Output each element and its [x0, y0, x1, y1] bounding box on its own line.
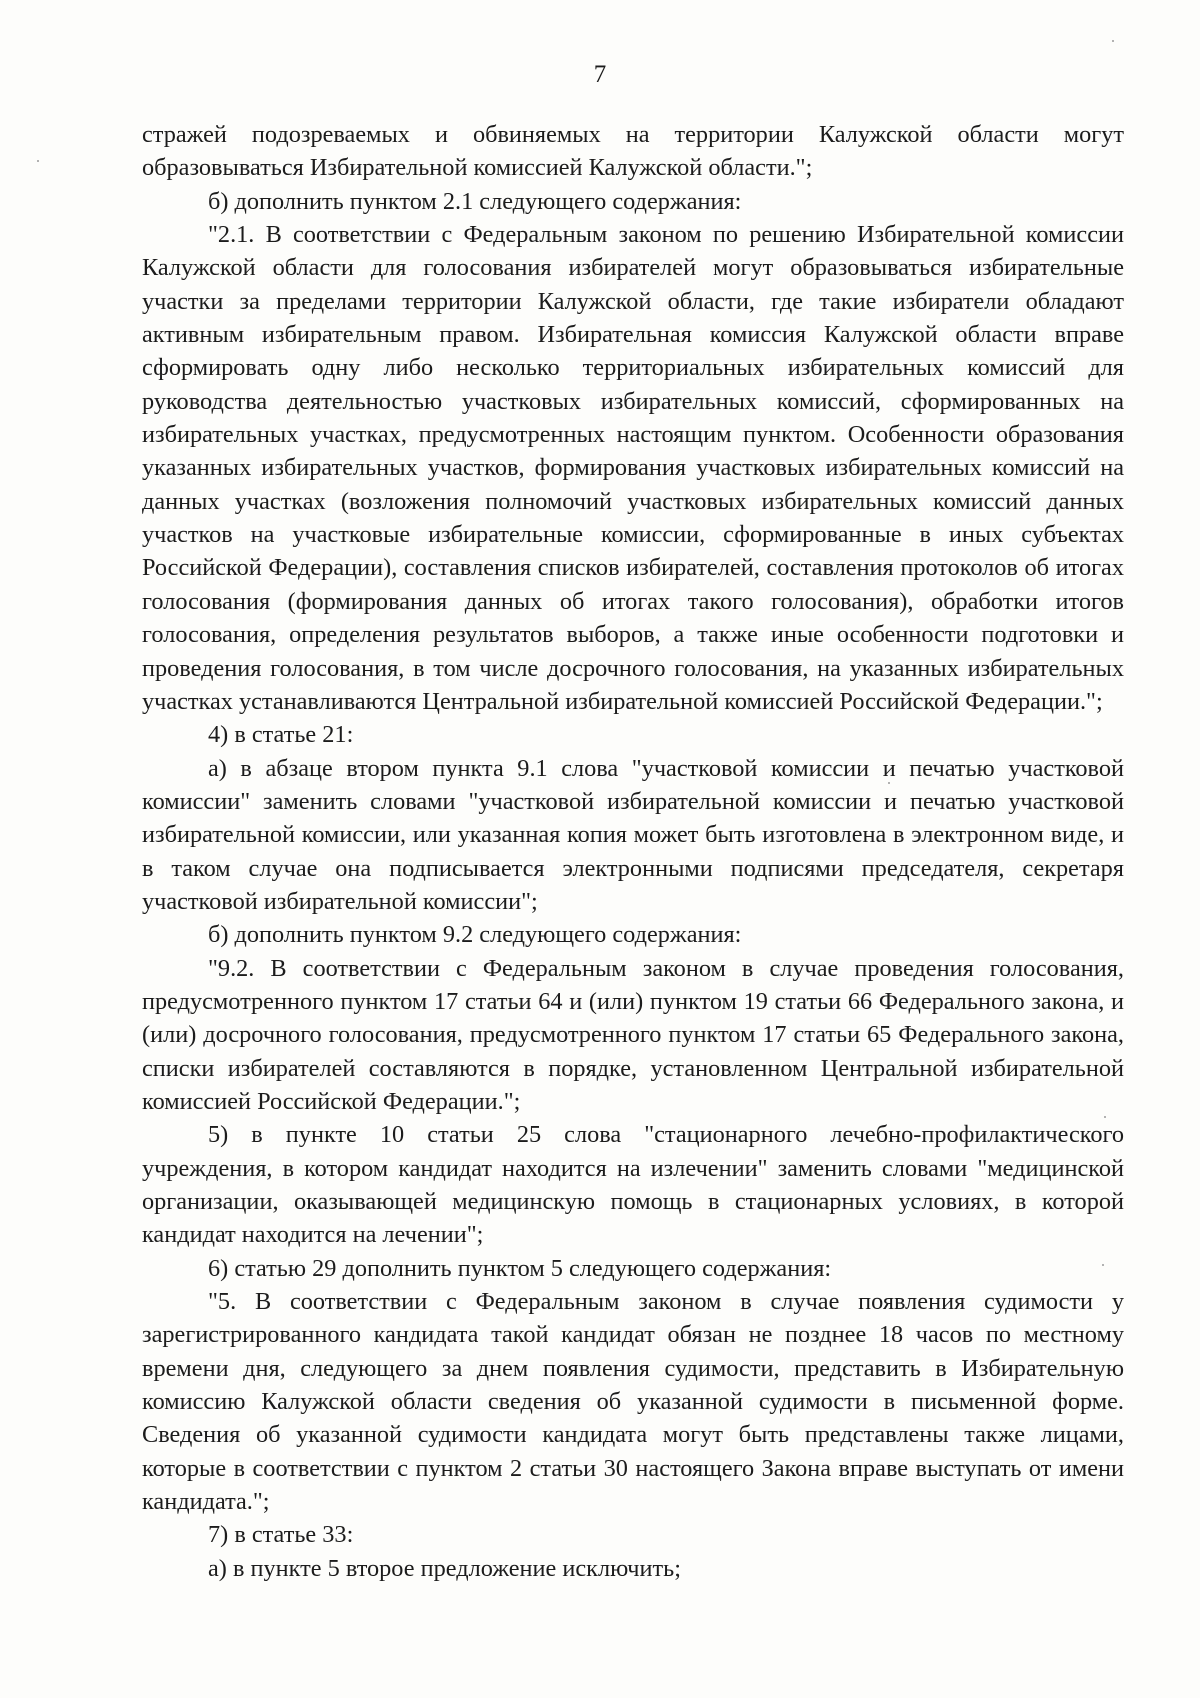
document-body [142, 118, 1124, 1585]
scan-speck [37, 160, 39, 162]
paragraph-clause-5: "5. В соответствии с Федеральным законом в случае появления судимости у зарегистрированного кандидата такой кандидат обязан не позднее 18 часов по местному времени дня, следующего за днем появления судимости, представить в Избирательную комиссию Калужской области сведения об указанной судимости в письменной форме. Сведения об указанной судимости кандидата могут быть представлены также лицами, которые в соответствии с пунктом 2 статьи 30 настоящего Закона вправе выступать от имени кандидата."; [142, 1288, 1124, 1516]
paragraph-item-4: 4) в статье 21: [208, 721, 354, 749]
page-number: 7 [593, 61, 607, 88]
scan-speck [888, 782, 890, 784]
paragraph-continuation: стражей подозреваемых и обвиняемых на территории Калужской области могут образовываться Избирательной комиссией Калужской области."; [142, 121, 1124, 182]
paragraph-item-b-2-1: б) дополнить пунктом 2.1 следующего содержания: [208, 187, 742, 215]
scan-speck [1104, 1116, 1106, 1118]
paragraph-item-7: 7) в статье 33: [208, 1521, 354, 1549]
paragraph-clause-9-2: "9.2. В соответствии с Федеральным законом в случае проведения голосования, предусмотренного пунктом 17 статьи 64 и (или) пунктом 19 статьи 66 Федерального закона, и (или) досрочного голосования, предусмотренного пунктом 17 статьи 65 Федерального закона, списки избирателей составляются в порядке, установленном Центральной избирательной комиссией Российской Федерации."; [142, 954, 1124, 1115]
paragraph-item-b-9-2: б) дополнить пунктом 9.2 следующего содержания: [208, 921, 742, 949]
scan-speck [1112, 40, 1114, 42]
paragraph-item-a-5: а) в пункте 5 второе предложение исключить; [208, 1554, 681, 1582]
paragraph-item-a-9-1: а) в абзаце втором пункта 9.1 слова "участковой комиссии и печатью участковой комиссии" заменить словами "участковой избирательной комиссии и печатью участковой избирательной комиссии, или указанная копия может быть изготовлена в электронном виде, и в таком случае она подписывается электронными подписями председателя, секретаря участковой избирательной комиссии"; [142, 754, 1124, 915]
paragraph-item-5: 5) в пункте 10 статьи 25 слова "стационарного лечебно-профилактического учреждения, в котором кандидат находится на излечении" заменить словами "медицинской организации, оказывающей медицинскую помощь в стационарных условиях, в которой кандидат находится на лечении"; [142, 1121, 1124, 1249]
scan-speck [1102, 1264, 1104, 1266]
paragraph-clause-2-1: "2.1. В соответствии с Федеральным законом по решению Избирательной комиссии Калужской области для голосования избирателей могут образовываться избирательные участки за пределами территории Калужской области, где такие избиратели обладают активным избирательным правом. Избирательная комиссия Калужской области вправе сформировать одну либо несколько территориальных избирательных комиссий для руководства деятельностью участковых избирательных комиссий, сформированных на избирательных участках, предусмотренных настоящим пунктом. Особенности образования указанных избирательных участков, формирования участковых избирательных комиссий на данных участках (возложения полномочий участковых избирательных комиссий данных участков на участковые избирательные комиссии, сформированные в иных субъектах Российской Федерации), составления списков избирателей, составления протоколов об итогах голосования (формирования данных об итогах такого голосования), обработки итогов голосования, определения результатов выборов, а также иные особенности подготовки и проведения голосования, в том числе досрочного голосования, на указанных избирательных участках устанавливаются Центральной избирательной комиссией Российской Федерации."; [142, 221, 1124, 715]
paragraph-item-6: 6) статью 29 дополнить пунктом 5 следующего содержания: [208, 1254, 832, 1282]
